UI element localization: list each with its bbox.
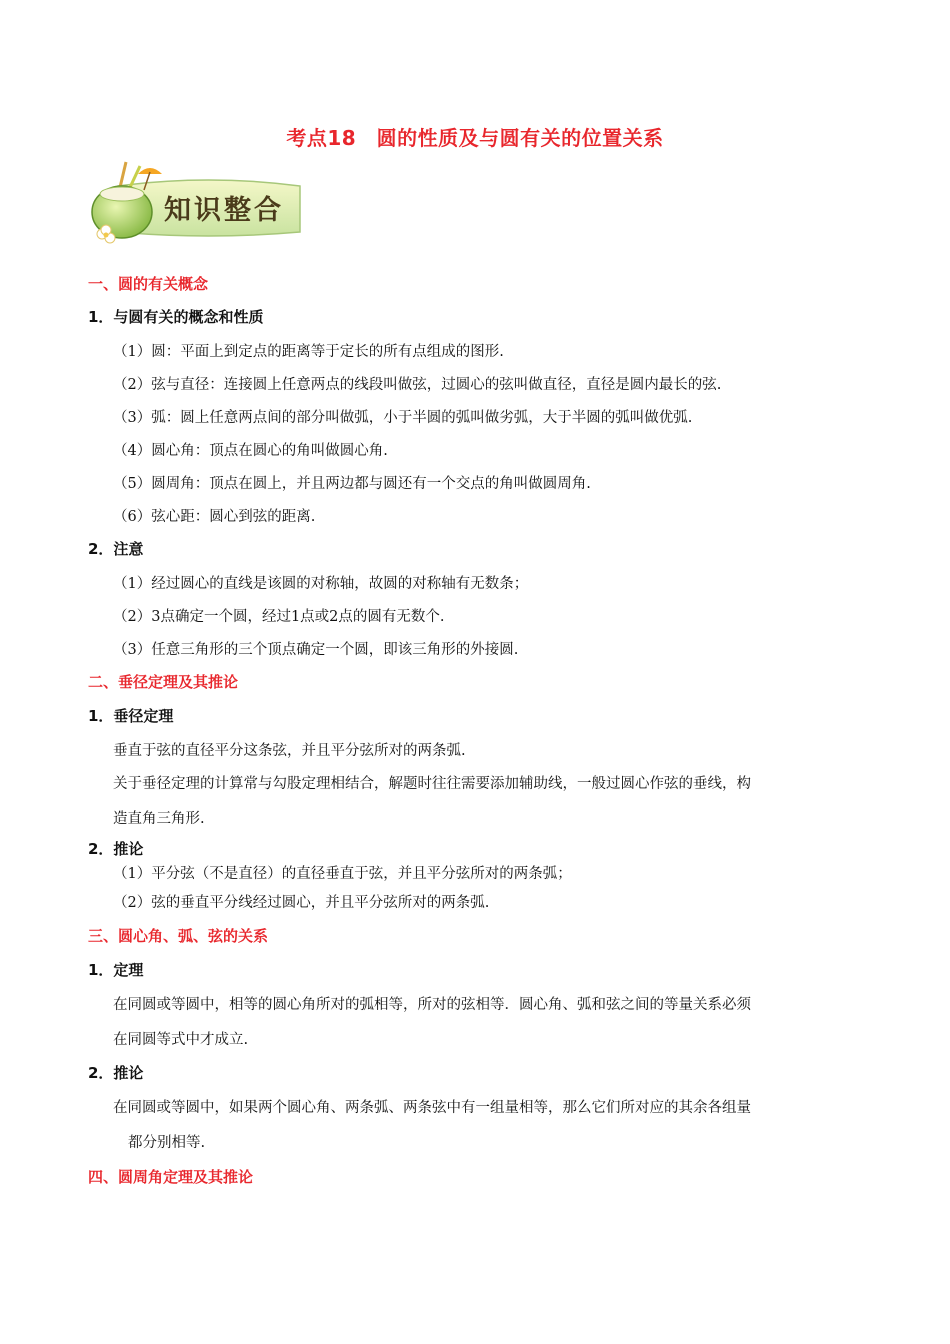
text-line: （4）圆心角：顶点在圆心的角叫做圆心角. bbox=[113, 443, 388, 459]
section-heading-2: 二、垂径定理及其推论 bbox=[88, 673, 239, 691]
text-line: （3）弧：圆上任意两点间的部分叫做弧，小于半圆的弧叫做劣弧，大于半圆的弧叫做优弧. bbox=[113, 410, 693, 426]
text-line: （3）任意三角形的三个顶点确定一个圆，即该三角形的外接圆. bbox=[113, 642, 519, 658]
subsection-heading: 1．垂径定理 bbox=[88, 707, 174, 725]
section-heading-1: 一、圆的有关概念 bbox=[88, 275, 209, 293]
badge-label: 知识整合 bbox=[164, 195, 284, 226]
subsection-heading: 1．定理 bbox=[88, 961, 144, 979]
text-line: （1）平分弦（不是直径）的直径垂直于弦，并且平分弦所对的两条弧； bbox=[113, 866, 572, 882]
text-line: 在同圆等式中才成立. bbox=[113, 1032, 249, 1048]
text-line: 都分别相等. bbox=[128, 1135, 206, 1151]
text-line: 在同圆或等圆中，相等的圆心角所对的弧相等，所对的弦相等．圆心角、弧和弦之间的等量关系必须 bbox=[113, 997, 751, 1013]
text-line: 垂直于弦的直径平分这条弦，并且平分弦所对的两条弧. bbox=[113, 743, 466, 759]
text-line: （6）弦心距：圆心到弦的距离. bbox=[113, 509, 316, 525]
text-line: 在同圆或等圆中，如果两个圆心角、两条弧、两条弦中有一组量相等，那么它们所对应的其余各组量 bbox=[113, 1100, 751, 1116]
text-line: （2）弦与直径：连接圆上任意两点的线段叫做弦，过圆心的弦叫做直径，直径是圆内最长的弦. bbox=[113, 377, 722, 393]
text-line: （1）经过圆心的直线是该圆的对称轴，故圆的对称轴有无数条； bbox=[113, 576, 529, 592]
page-title: 考点18 圆的性质及与圆有关的位置关系 bbox=[286, 126, 664, 150]
knowledge-summary-badge bbox=[88, 160, 308, 246]
subsection-heading: 2．注意 bbox=[88, 540, 144, 558]
subsection-heading: 2．推论 bbox=[88, 1064, 144, 1082]
subsection-heading: 1．与圆有关的概念和性质 bbox=[88, 308, 264, 326]
text-line: （5）圆周角：顶点在圆上，并且两边都与圆还有一个交点的角叫做圆周角. bbox=[113, 476, 591, 492]
section-heading-4: 四、圆周角定理及其推论 bbox=[88, 1168, 254, 1186]
text-line: （1）圆：平面上到定点的距离等于定长的所有点组成的图形. bbox=[113, 344, 504, 360]
subsection-heading: 2．推论 bbox=[88, 840, 144, 858]
text-line: （2）3点确定一个圆，经过1点或2点的圆有无数个. bbox=[113, 609, 445, 625]
text-line: 造直角三角形. bbox=[113, 811, 205, 827]
text-line: 关于垂径定理的计算常与勾股定理相结合，解题时往往需要添加辅助线，一般过圆心作弦的垂线，构 bbox=[113, 776, 751, 792]
section-heading-3: 三、圆心角、弧、弦的关系 bbox=[88, 927, 269, 945]
text-line: （2）弦的垂直平分线经过圆心，并且平分弦所对的两条弧. bbox=[113, 895, 490, 911]
